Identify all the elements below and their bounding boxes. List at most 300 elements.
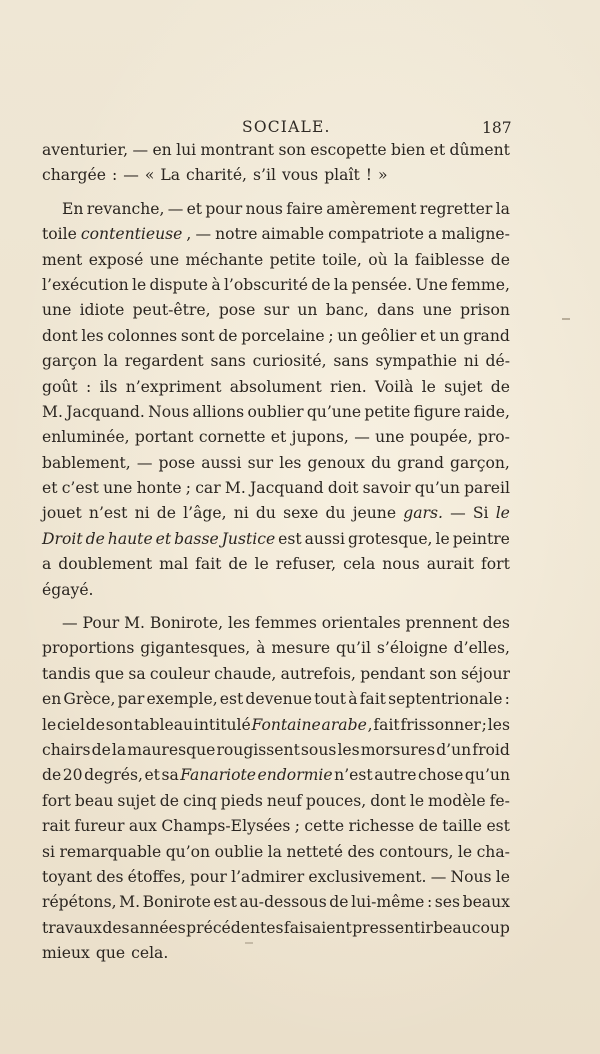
word: neuf <box>266 791 302 810</box>
word: cinq <box>182 791 217 810</box>
word: , <box>367 715 373 734</box>
paragraph-gap <box>42 603 510 611</box>
word: poupée, <box>409 428 473 447</box>
word: Justice <box>221 529 276 548</box>
word: faire <box>286 199 323 218</box>
word: faisaient <box>283 918 352 937</box>
word: des <box>482 614 510 633</box>
word: fort <box>480 555 510 574</box>
word: et <box>42 479 58 498</box>
text-line <box>42 273 510 298</box>
text-line <box>42 527 510 552</box>
word: Si <box>472 504 489 523</box>
word: de <box>159 791 179 810</box>
word: années <box>129 918 186 937</box>
word: l’admirer <box>231 867 305 886</box>
word: dé- <box>485 352 510 371</box>
word: porcelaine <box>241 326 325 345</box>
word: gars. <box>403 504 443 523</box>
word: beau <box>74 791 114 810</box>
word: méchante <box>185 250 264 269</box>
word: sexe <box>283 504 319 523</box>
word: travaux <box>42 918 102 937</box>
word: orientales <box>321 614 401 633</box>
word: Grèce, <box>63 690 116 709</box>
word: le <box>131 275 147 294</box>
word: ; <box>481 715 487 734</box>
word: mal <box>159 555 189 574</box>
word: pose <box>218 301 256 320</box>
word: ni <box>233 504 249 523</box>
word: est <box>213 893 237 912</box>
word: ; <box>185 479 192 498</box>
word: peintre <box>452 529 510 548</box>
word: ; <box>328 326 334 345</box>
word: de <box>42 766 62 785</box>
word: s’il <box>253 166 276 185</box>
word: colonnes <box>107 326 178 345</box>
word: les <box>81 326 104 345</box>
word: charité, <box>186 166 247 185</box>
paper-blemish <box>562 318 570 320</box>
word: Droit <box>42 529 83 548</box>
word: dont <box>42 326 78 345</box>
word: aurait <box>426 555 475 574</box>
word: Voilà <box>374 377 414 396</box>
word: cette <box>304 817 345 836</box>
word: et <box>186 199 203 218</box>
word: sans <box>210 352 246 371</box>
word: nous <box>245 199 283 218</box>
word: tout <box>314 690 347 709</box>
word: mauresque <box>127 740 216 759</box>
word: vous <box>281 166 319 185</box>
word: Fontaine <box>251 715 321 734</box>
word: M. <box>224 479 246 498</box>
word: le <box>421 377 436 396</box>
word: 20 <box>62 766 83 785</box>
word: répétons, <box>42 893 117 912</box>
word: haute <box>107 529 153 548</box>
word: aimable <box>261 225 325 244</box>
text-line <box>42 425 510 450</box>
word: endormie <box>257 766 333 785</box>
word: petite <box>364 402 411 421</box>
word: où <box>368 250 388 269</box>
word: remarquable <box>59 842 162 861</box>
word: plaît <box>324 166 360 185</box>
word: ment <box>42 250 83 269</box>
word: séjour <box>461 664 510 683</box>
text-line <box>42 814 510 839</box>
word: n’est <box>334 766 373 785</box>
word: septentrionale <box>388 690 503 709</box>
word: taille <box>442 817 483 836</box>
word: les <box>227 614 251 633</box>
word: aux <box>128 817 157 836</box>
word: — <box>450 504 466 523</box>
word: peut-être, <box>132 301 211 320</box>
word: garçon, <box>450 453 510 472</box>
word: fait <box>373 715 400 734</box>
word: qu’un <box>464 766 510 785</box>
word: — <box>430 867 447 886</box>
text-line <box>42 476 510 501</box>
text-line <box>42 865 510 890</box>
word: pour <box>190 867 227 886</box>
word: fe- <box>489 791 510 810</box>
word: des <box>96 867 124 886</box>
paper-blemish <box>245 942 253 944</box>
word: chaude, <box>214 664 277 683</box>
word: grand <box>397 453 444 472</box>
word: modèle <box>428 791 486 810</box>
word: du <box>255 504 276 523</box>
word: tableau <box>134 715 194 734</box>
word: allions <box>192 402 245 421</box>
word: ! <box>365 166 372 185</box>
word: à <box>256 639 266 658</box>
word: Une <box>415 275 448 294</box>
word: dûment <box>449 141 510 159</box>
word: , <box>186 225 192 244</box>
word: et <box>155 529 172 548</box>
word: de <box>218 326 238 345</box>
word: de <box>418 817 438 836</box>
word: et <box>270 428 287 447</box>
word: égayé. <box>42 580 94 599</box>
text-line <box>42 789 510 814</box>
word: est <box>486 817 510 836</box>
word: d’un <box>436 740 472 759</box>
word: M. <box>124 614 146 633</box>
word: qu’on <box>165 842 211 861</box>
word: geôlier <box>361 326 417 345</box>
word: sans <box>333 352 369 371</box>
word: qu’il <box>336 639 371 658</box>
text-line <box>42 163 510 188</box>
word: exposé <box>88 250 144 269</box>
word: jeune <box>352 504 397 523</box>
word: la <box>111 740 127 759</box>
word: : <box>426 893 433 912</box>
word: bien <box>391 141 426 159</box>
word: — <box>132 141 149 159</box>
word: contours, <box>379 842 454 861</box>
word: la <box>495 199 510 218</box>
word: intitulé <box>193 715 251 734</box>
word: en <box>42 690 62 709</box>
word: proportions <box>42 639 135 658</box>
word: dans <box>376 301 415 320</box>
text-line <box>42 840 510 865</box>
word: une <box>375 428 405 447</box>
word: sont <box>180 326 215 345</box>
word: un <box>439 326 460 345</box>
word: le <box>457 842 473 861</box>
text-line <box>42 552 510 577</box>
word: Jacquand <box>250 479 324 498</box>
word: prennent <box>405 614 478 633</box>
text-line <box>42 941 510 966</box>
word: l’obscurité <box>223 275 308 294</box>
word: froid <box>472 740 510 759</box>
word: « <box>144 166 155 185</box>
word: ni <box>463 352 479 371</box>
word: de <box>85 529 105 548</box>
word: oublier <box>247 402 304 421</box>
word: fort <box>42 791 71 810</box>
word: morsures <box>360 740 436 759</box>
word: regardent <box>124 352 204 371</box>
word: raide, <box>464 402 510 421</box>
text-line <box>42 713 510 738</box>
word: le <box>495 867 510 886</box>
word: exclusivement. <box>308 867 427 886</box>
word: dont <box>370 791 406 810</box>
word: que <box>94 664 125 683</box>
word: chairs <box>42 740 91 759</box>
word: pro- <box>477 428 510 447</box>
word: la <box>103 352 118 371</box>
word: pieds <box>220 791 263 810</box>
word: — <box>62 614 78 633</box>
word: le <box>435 529 450 548</box>
running-head: SOCIALE. <box>242 118 331 136</box>
word: est <box>278 529 302 548</box>
word: rait <box>42 817 71 836</box>
text-line <box>42 375 510 400</box>
word: grotesque, <box>347 529 433 548</box>
word: compatriote <box>328 225 424 244</box>
word: de <box>490 377 510 396</box>
word: : <box>85 377 92 396</box>
word: de <box>91 740 111 759</box>
word: Pour <box>82 614 120 633</box>
word: doit <box>327 479 359 498</box>
word: le <box>409 791 425 810</box>
word: une <box>103 479 133 498</box>
word: l’âge, <box>183 504 227 523</box>
word: le <box>254 555 269 574</box>
word: faiblesse <box>414 250 485 269</box>
word: arabe <box>321 715 367 734</box>
word: M. <box>42 402 63 421</box>
word: femmes <box>255 614 317 633</box>
word: précédentes <box>186 918 284 937</box>
word: et <box>429 141 446 159</box>
word: ni <box>134 504 150 523</box>
word: à <box>348 690 358 709</box>
paragraph-gap <box>42 189 510 197</box>
word: savoir <box>362 479 411 498</box>
word: Bonirote, <box>149 614 224 633</box>
text-line <box>42 578 510 603</box>
word: couleur <box>149 664 210 683</box>
word: un <box>297 301 318 320</box>
body-text <box>42 138 510 967</box>
word: aussi <box>304 529 345 548</box>
word: une <box>149 250 180 269</box>
text-line <box>42 349 510 374</box>
word: les <box>337 740 360 759</box>
word: autre <box>374 766 417 785</box>
text-line <box>42 197 510 222</box>
word: sur <box>247 453 274 472</box>
word: richesse <box>348 817 415 836</box>
word: de <box>329 893 349 912</box>
word: qu’un <box>414 479 460 498</box>
word: car <box>195 479 221 498</box>
word: la <box>333 275 349 294</box>
word: pensée. <box>351 275 413 294</box>
word: c’est <box>61 479 99 498</box>
word: en <box>152 141 172 159</box>
word: Fanariote <box>180 766 257 785</box>
word: cornette <box>198 428 266 447</box>
word: pareil <box>464 479 510 498</box>
word: curiosité, <box>252 352 327 371</box>
text-line <box>42 738 510 763</box>
word: pour <box>205 199 243 218</box>
word: amèrement <box>326 199 417 218</box>
word: nous <box>382 555 420 574</box>
word: » <box>378 166 388 185</box>
word: mieux <box>42 944 90 963</box>
word: chargée <box>42 166 106 185</box>
word: par <box>117 690 145 709</box>
word: frissonner <box>400 715 481 734</box>
text-line <box>42 222 510 247</box>
word: devenue <box>245 690 312 709</box>
word: ; <box>294 817 300 836</box>
word: contentieuse <box>80 225 183 244</box>
word: qu’une <box>306 402 362 421</box>
word: de <box>311 275 331 294</box>
word: des <box>102 918 130 937</box>
word: cela. <box>131 944 169 963</box>
word: banc, <box>325 301 369 320</box>
word: : <box>111 166 118 185</box>
word: fait <box>195 555 222 574</box>
word: enluminée, <box>42 428 130 447</box>
word: idiote <box>79 301 125 320</box>
word: de <box>85 715 105 734</box>
word: et <box>144 766 160 785</box>
word: n’expriment <box>125 377 222 396</box>
word: a <box>42 555 52 574</box>
text-line <box>42 324 510 349</box>
word: beaucoup <box>433 918 510 937</box>
word: honte <box>136 479 182 498</box>
word: le <box>42 715 57 734</box>
word: ciel <box>57 715 85 734</box>
word: cha- <box>476 842 510 861</box>
text-line <box>42 687 510 712</box>
word: Nous <box>450 867 492 886</box>
word: : <box>504 690 510 709</box>
word: toile <box>42 225 77 244</box>
word: si <box>42 842 55 861</box>
word: Nous <box>148 402 190 421</box>
word: notre <box>215 225 258 244</box>
word: ils <box>99 377 118 396</box>
word: revanche, <box>86 199 165 218</box>
word: grand <box>463 326 510 345</box>
word: a <box>427 225 438 244</box>
word: toyant <box>42 867 93 886</box>
word: sujet <box>444 377 483 396</box>
word: oublie <box>214 842 264 861</box>
word: jouet <box>42 504 82 523</box>
text-line <box>42 662 510 687</box>
word: la <box>394 250 409 269</box>
word: Bonirote <box>142 893 211 912</box>
word: pose <box>158 453 196 472</box>
word: d’elles, <box>453 639 510 658</box>
text-line <box>42 400 510 425</box>
word: mesure <box>271 639 331 658</box>
word: beaux <box>462 893 510 912</box>
word: chose <box>418 766 464 785</box>
word: l’exécution <box>42 275 129 294</box>
word: de <box>156 504 176 523</box>
word: une <box>42 301 72 320</box>
word: garçon <box>42 352 97 371</box>
text-line <box>42 138 510 163</box>
word: du <box>371 453 392 472</box>
word: à <box>211 275 221 294</box>
word: goût <box>42 377 78 396</box>
word: sous <box>300 740 337 759</box>
word: genoux <box>307 453 365 472</box>
word: son <box>105 715 134 734</box>
word: que <box>95 944 126 963</box>
word: aussi <box>201 453 242 472</box>
word: sa <box>161 766 179 785</box>
word: son <box>278 141 306 159</box>
text-line <box>42 890 510 915</box>
word: Champs-Elysées <box>161 817 291 836</box>
word: tandis <box>42 664 91 683</box>
word: exemple, <box>146 690 218 709</box>
page-number: 187 <box>482 119 512 137</box>
word: gigantesques, <box>140 639 251 658</box>
word: sa <box>128 664 146 683</box>
word: les <box>279 453 302 472</box>
word: La <box>160 166 181 185</box>
text-line <box>42 636 510 661</box>
word: aventurier, <box>42 141 129 159</box>
word: regretter <box>419 199 493 218</box>
word: cela <box>343 555 376 574</box>
word: absolument <box>229 377 322 396</box>
word: — <box>123 166 139 185</box>
text-line <box>42 763 510 788</box>
text-line <box>42 451 510 476</box>
word: rougissent <box>216 740 300 759</box>
text-line <box>42 298 510 323</box>
word: des <box>347 842 375 861</box>
word: doublement <box>58 555 153 574</box>
word: sujet <box>117 791 156 810</box>
word: pressentir <box>352 918 433 937</box>
word: lui <box>176 141 197 159</box>
word: de <box>490 250 510 269</box>
word: netteté <box>286 842 343 861</box>
word: est <box>219 690 244 709</box>
word: sympathie <box>375 352 457 371</box>
